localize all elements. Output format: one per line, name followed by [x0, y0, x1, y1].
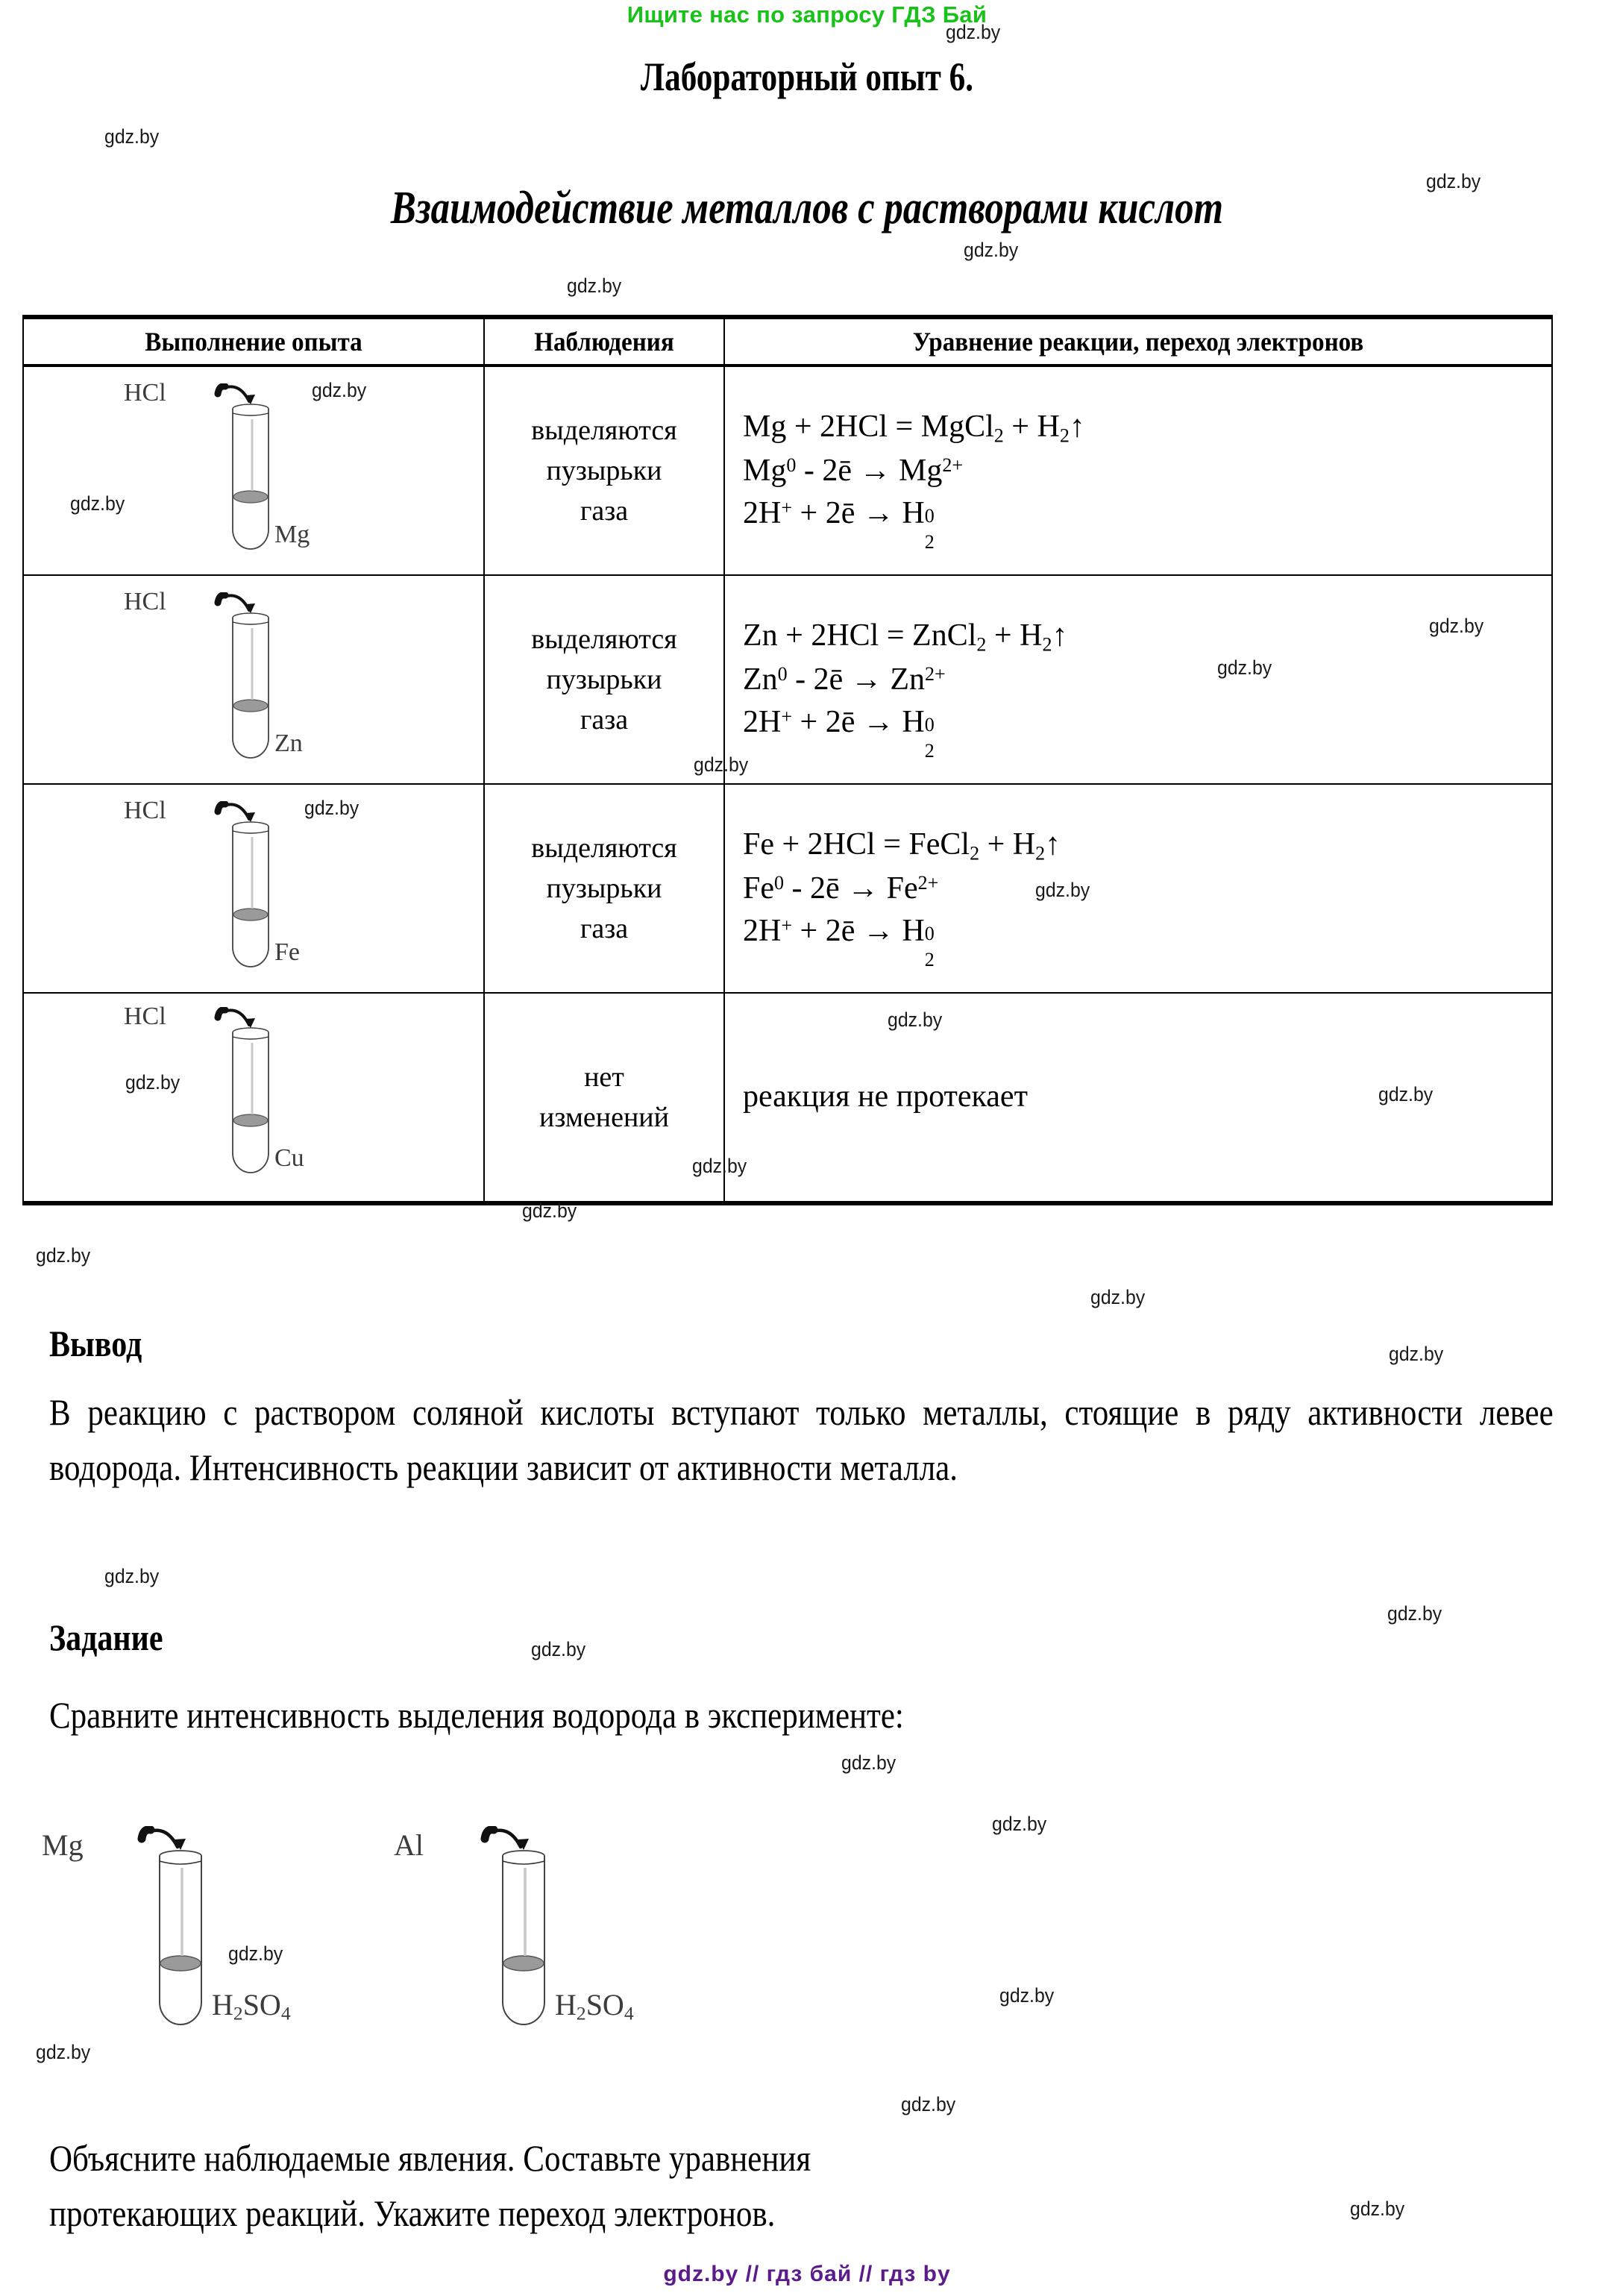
watermark: gdz.by: [531, 1638, 586, 1660]
setup-cell-fe: [23, 784, 484, 993]
setup-cell-cu: [23, 993, 484, 1203]
watermark: gdz.by: [36, 1244, 91, 1267]
reagent-label-hcl: HCl: [124, 1003, 166, 1030]
column-header-observations: Наблюдения: [494, 317, 715, 366]
watermark: gdz.by: [1217, 656, 1272, 679]
table-row: [23, 575, 1552, 784]
equation-cell-cu: [724, 993, 1552, 1203]
watermark: gdz.by: [1429, 615, 1484, 637]
site-footer: gdz.by // гдз бай // гдз by: [663, 2262, 951, 2286]
observation-line: нет: [584, 1061, 624, 1093]
reaction-equation: Mg + 2HCl = MgCl$_2$ + $H_2↑$: [743, 409, 1085, 447]
observation-cell-zn: [484, 575, 724, 784]
test-tube-icon: [210, 801, 322, 980]
column-header-equations: Уравнение реакции, переход электронов: [757, 317, 1519, 366]
watermark: gdz.by: [1426, 170, 1481, 192]
no-reaction-text: реакция не протекает: [743, 1079, 1028, 1114]
column-header-setup: Выполнение опыта: [42, 317, 466, 366]
observation-cell-mg: [484, 366, 724, 575]
watermark: gdz.by: [1378, 1083, 1434, 1105]
watermark: gdz.by: [228, 1942, 283, 1965]
watermark: gdz.by: [1387, 1602, 1442, 1625]
task-prompt: Сравните интенсивность выделения водорода в эксперименте:: [49, 1694, 904, 1736]
metal-label-cu: Cu: [274, 1144, 304, 1172]
observation-line: пузырьки: [546, 873, 662, 904]
watermark: gdz.by: [901, 2093, 956, 2115]
reagent-label-hcl: HCl: [124, 797, 166, 824]
watermark: gdz.by: [312, 379, 367, 401]
metal-label-zn: Zn: [274, 730, 303, 757]
reagent-label-hcl: HCl: [124, 379, 166, 407]
watermark: gdz.by: [946, 21, 1001, 43]
task-heading: Задание: [49, 1616, 163, 1658]
task-metal-label-al: Al: [394, 1828, 424, 1862]
reduction-half-reaction: 2H+ + 2ē → H 0 2: [743, 705, 935, 762]
watermark: gdz.by: [1090, 1286, 1146, 1308]
observation-cell-fe: [484, 784, 724, 993]
watermark: gdz.by: [992, 1813, 1047, 1835]
watermark: gdz.by: [567, 275, 622, 297]
test-tube-icon: [210, 592, 322, 771]
setup-cell-zn: [23, 575, 484, 784]
experiment-title: Взаимодействие металлов с растворами кислот: [390, 183, 1224, 233]
oxidation-half-reaction: Fe$^0$ - 2ē → $Fe^{2+}$: [743, 871, 939, 906]
test-tube-figure-fe: [124, 797, 322, 980]
watermark: gdz.by: [1350, 2198, 1405, 2220]
reaction-equation: Zn + 2HCl = ZnCl$_2$ + $H_2↑$: [743, 618, 1068, 656]
watermark: gdz.by: [841, 1751, 897, 1774]
watermark: gdz.by: [999, 1984, 1055, 2007]
table-row: [23, 366, 1552, 575]
observation-line: газа: [580, 913, 629, 944]
promo-banner: Ищите нас по запросу ГДЗ Бай: [627, 1, 987, 28]
page-title: Лабораторный опыт 6.: [640, 54, 974, 99]
table-row: [23, 993, 1552, 1203]
watermark: gdz.by: [522, 1199, 577, 1222]
test-tube-figure-mg: [124, 379, 322, 562]
watermark: gdz.by: [36, 2041, 91, 2063]
task-acid-label-h2so4: $H_2SO_4$: [212, 1988, 291, 2024]
conclusion-heading: Вывод: [49, 1323, 142, 1364]
observation-line: газа: [580, 495, 629, 527]
task-closing-line-2: протекающих реакций. Укажите переход электронов.: [49, 2192, 776, 2234]
observation-cell-cu: [484, 993, 724, 1203]
task-metal-label-mg: Mg: [42, 1828, 84, 1862]
task-test-tube-figure-mg: [42, 1826, 291, 2042]
test-tube-figure-zn: [124, 588, 322, 771]
equation-cell-zn: [724, 575, 1552, 784]
watermark: gdz.by: [104, 125, 160, 148]
watermark: gdz.by: [304, 797, 359, 819]
observation-line: выделяются: [531, 415, 677, 446]
observation-line: выделяются: [531, 832, 677, 864]
metal-label-mg: Mg: [274, 521, 310, 548]
observation-line: выделяются: [531, 624, 677, 655]
table-head: [23, 317, 1552, 366]
reduction-half-reaction: 2H+ + 2ē → H 0 2: [743, 496, 935, 553]
task-closing-line-1: Объясните наблюдаемые явления. Составьте уравнения: [49, 2137, 811, 2179]
watermark: gdz.by: [70, 492, 125, 515]
metal-label-fe: Fe: [274, 938, 300, 966]
watermark: gdz.by: [1389, 1343, 1444, 1365]
watermark: gdz.by: [888, 1009, 943, 1031]
observation-line: пузырьки: [546, 664, 662, 695]
table-row: [23, 784, 1552, 993]
watermark: gdz.by: [1035, 879, 1090, 901]
watermark: gdz.by: [692, 1155, 747, 1177]
watermark: gdz.by: [104, 1565, 160, 1587]
setup-cell-mg: [23, 366, 484, 575]
equation-cell-mg: [724, 366, 1552, 575]
oxidation-half-reaction: Zn$^0$ - 2ē → $Zn^{2+}$: [743, 662, 946, 697]
experiment-table: [22, 315, 1553, 1205]
conclusion-text: В реакцию с раствором соляной кислоты вступают только металлы, стоящие в ряду активности левее водорода. Интенсивность реакции зависит от активности металла.: [49, 1391, 1554, 1488]
reduction-half-reaction: 2H+ + 2ē → H 0 2: [743, 914, 935, 971]
task-test-tube-figure-al: [394, 1826, 634, 2042]
reaction-equation: Fe + 2HCl = FeCl$_2$ + $H_2↑$: [743, 827, 1061, 865]
watermark: gdz.by: [964, 239, 1019, 261]
table-header-row: [23, 317, 1552, 366]
test-tube-icon: [210, 1007, 322, 1186]
observation-line: пузырьки: [546, 455, 662, 486]
watermark: gdz.by: [694, 753, 749, 776]
reagent-label-hcl: HCl: [124, 588, 166, 615]
equation-cell-fe: [724, 784, 1552, 993]
watermark: gdz.by: [125, 1071, 180, 1094]
table-body: [23, 366, 1552, 1203]
observation-line: изменений: [539, 1102, 669, 1133]
observation-line: газа: [580, 704, 629, 735]
task-acid-label-h2so4: $H_2SO_4$: [555, 1988, 634, 2024]
oxidation-half-reaction: Mg$^0$ - 2ē → $Mg^{2+}$: [743, 453, 964, 488]
